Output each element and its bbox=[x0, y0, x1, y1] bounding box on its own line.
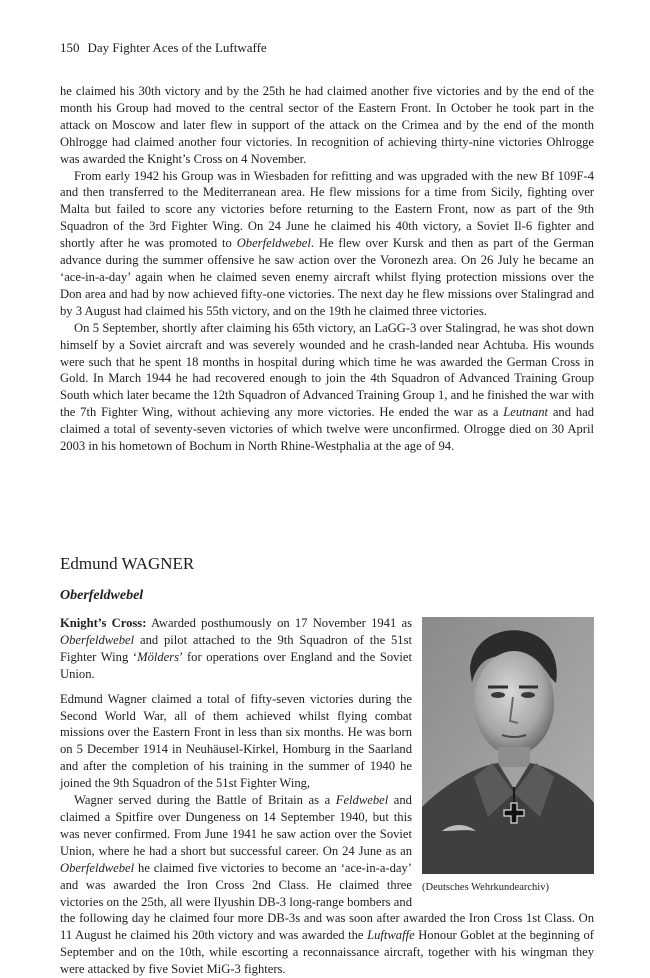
text-run: ’ for operations over England and the Soviet Union. bbox=[60, 649, 412, 681]
italic-term: Mölders bbox=[137, 649, 180, 664]
knights-cross-label: Knight’s Cross: bbox=[60, 616, 147, 630]
italic-term: Feldwebel bbox=[335, 793, 389, 808]
text-run: Honour Goblet at the beginning of September and on the 10th, while escorting a reconnaissance aircraft, together with his wingman they were attacked by five Soviet MiG-3 fighters. bbox=[60, 928, 594, 977]
text-run: On 5 September, shortly after claiming his 65th victory, an LaGG-3 over Stalingrad, he was shot down himself by a Soviet aircraft and was severely wounded and he crash-landed near Achtuba. His wounds were such that he spent 18 months in hospital during which time he was awarded the German Cross in Gold. In March 1944 he had recovered enough to join the 4th Squadron of Advanced Training Group South which later became the 12th Squadron of Advanced Training Group 1, and he finished the war with the 7th Fighter Wing, without achieving any more victories. He ended the war as a bbox=[60, 320, 594, 420]
text-run: . He flew over Kursk and then as part of the German advance during the summer offensive he saw action over the Voronezh area. On 26 July he became an ‘ace-in-a-day’ again when he claimed seven enemy aircraft whilst flying protection missions over the Don area and had by now achieved fifty-one victories. The next day he flew missions over Stalingrad and by 3 August had claimed his 55th victory, and on the 19th he claimed three victories. bbox=[60, 236, 594, 318]
text-run: and claimed a Spitfire over Dungeness on 14 September 1940, but this was never confirmed. From June 1941 he saw action over the Soviet Union, where he had a short but successful career. On 24 June as an bbox=[60, 793, 412, 858]
text-run: he claimed five victories to become an ‘ace-in-a-day’ and was awarded the Iron Cross 2nd Class. He claimed three victories on the 25th, all were Ilyushin DB-3 long-range bombers and the following day he claimed four more DB-3s and was soon after awarded the Iron Cross 1st Class. On 11 August he claimed his 20th victory and was awarded the bbox=[60, 860, 594, 943]
book-title: Day Fighter Aces of the Luftwaffe bbox=[87, 40, 267, 55]
text-run: and had claimed a total of seventy-seven victories of which twelve were unconfirmed. Olrogge died on 30 April 2003 in his hometown of Bochum in North Rhine-Westphalia at the age of 94. bbox=[60, 405, 594, 454]
page-number: 150 bbox=[60, 40, 80, 55]
paragraph bbox=[60, 168, 594, 320]
photo-caption: (Deutsches Wehrkundearchiv) bbox=[422, 882, 549, 893]
text-run: From early 1942 his Group was in Wiesbaden for refitting and was upgraded with the new Bf 109F-4 and then transferred to the Mediterranean area. He flew missions for a time from Sicily, fighting over Malta but failed to score any victories before returning to the Eastern Front, now as part of the 9th Squadron of the 3rd Fighter Wing. On 24 June he claimed his 40th victory, a Soviet Il-6 fighter and shortly after he was promoted to bbox=[60, 168, 594, 251]
italic-term: Luftwaffe bbox=[367, 928, 415, 943]
text-run: he claimed his 30th victory and by the 25th he had claimed another five victories and by the end of the month his Group had moved to the central sector of the Eastern Front. In October he took part in the attack on Moscow and later flew in support of the attack on the Crimea and by the end of the month Ohlrogge had claimed another four victories. In recognition of achieving thirty-nine victories Ohlrogge was awarded the Knight’s Cross on 4 November. bbox=[60, 84, 594, 166]
text-run: Wagner served during the Battle of Britain as a bbox=[74, 793, 336, 808]
book-page bbox=[60, 40, 594, 977]
paragraph bbox=[60, 320, 594, 455]
text-run: and pilot attached to the 9th Squadron of the 51st Fighter Wing ‘ bbox=[60, 632, 412, 664]
rank-subheading: Oberfeldwebel bbox=[60, 588, 144, 603]
italic-term: Leutnant bbox=[503, 405, 549, 420]
text-run: Edmund Wagner claimed a total of fifty-seven victories during the Second World War, all of them achieved whilst flying combat missions over the Eastern Front in less than six months. He was born on 5 December 1914 in Neuhäusel-Kirkel, Homburg in the Saarland and after the completion of his training in the summer of 1940 he joined the 9th Squadron of the 51st Fighter Wing, bbox=[60, 691, 412, 791]
italic-term: Oberfeldwebel bbox=[60, 860, 135, 875]
running-head bbox=[60, 40, 594, 56]
section-heading: Edmund WAGNER bbox=[60, 554, 195, 573]
text-run: Awarded posthumously on 17 November 1941 as bbox=[146, 616, 412, 630]
italic-term: Oberfeldwebel bbox=[236, 236, 311, 251]
portrait-photo bbox=[422, 617, 594, 874]
portrait-figure bbox=[422, 617, 594, 904]
paragraph bbox=[60, 83, 594, 168]
italic-term: Oberfeldwebel bbox=[60, 632, 135, 647]
wagner-text bbox=[60, 615, 594, 978]
ohlrogge-text bbox=[60, 83, 594, 455]
